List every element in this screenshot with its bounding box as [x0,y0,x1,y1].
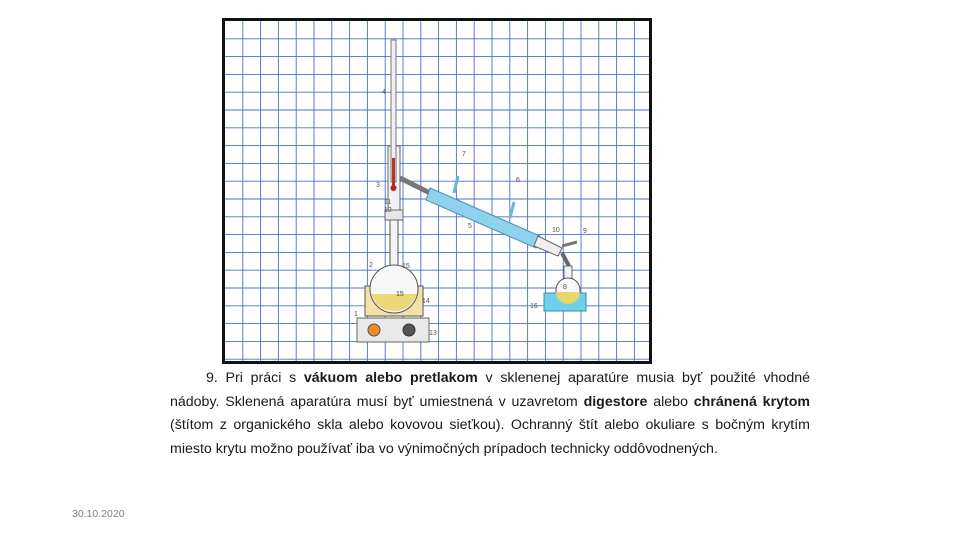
caption-text-2: v sklenenej aparatúre musia byť použité vhodné nádoby. Sklenená aparatúra musí byť umiestnená v uzavretom [170,370,810,410]
label-6: 6 [516,177,520,184]
label-1: 1 [354,311,358,318]
label-15: 15 [402,263,410,270]
caption-number: 9. [206,370,218,386]
caption-bold-fume-hood: digestore [583,393,648,410]
thermometer [391,40,397,191]
hot-plate [357,318,429,342]
footer-date: 30.10.2020 [72,508,125,520]
svg-text:15: 15 [396,291,404,298]
label-16: 16 [530,303,538,310]
label-9: 9 [583,228,587,235]
distillation-apparatus-diagram [222,18,652,364]
label-5: 5 [468,223,472,230]
label-11: 11 [384,199,392,206]
caption-paragraph [170,367,810,461]
label-2: 2 [369,262,373,269]
label-10: 10 [552,227,560,234]
distillation-apparatus-figure [222,18,652,364]
label-3: 3 [376,182,380,189]
label-14: 14 [422,298,430,305]
label-12: 12 [384,207,392,214]
label-7: 7 [462,151,466,158]
caption-bold-shield: chránená krytom [693,393,810,410]
caption-text-3: alebo [647,393,694,410]
caption-text-1: Pri práci s [217,370,304,386]
label-4: 4 [382,89,386,96]
caption-text-4: (štítom z organického skla alebo kovovou sieťkou). Ochranný štít alebo okuliare s bočným krytím miesto krytu možno používať iba vo výnimočných prípadoch technicky oddôvodnených. [170,417,810,457]
label-13: 13 [429,330,437,337]
label-8: 8 [563,284,567,291]
caption-bold-vacuum: vákuom alebo pretlakom [303,370,478,386]
